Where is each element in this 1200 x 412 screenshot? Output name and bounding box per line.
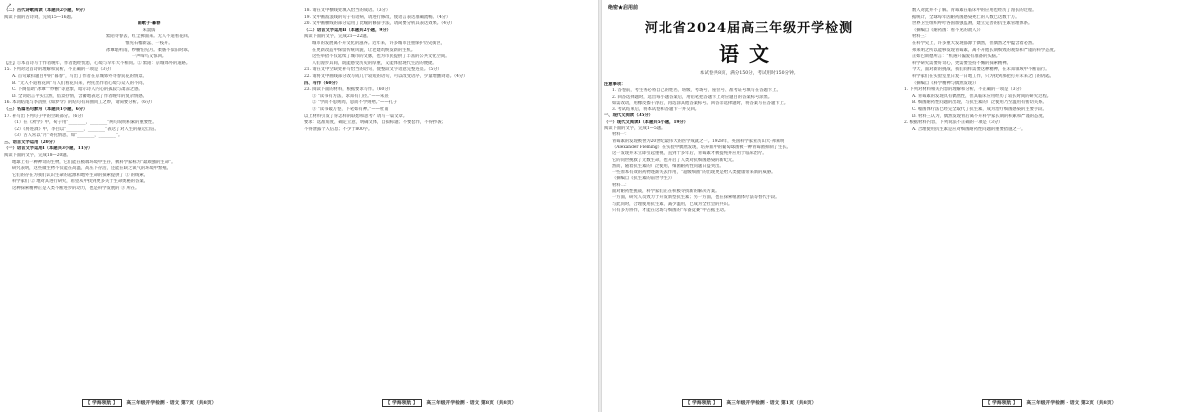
footer-page-info: 高三年级开学检测 · 语文 第2页（共8页） <box>1026 400 1117 406</box>
right-column-a <box>604 0 894 412</box>
text-line: 与此同时，合理使用抗生素、减少滥用，已成为全社会的共识。 <box>612 201 733 207</box>
footer-page-7 <box>4 399 294 406</box>
text-line: 这些举措不仅延续了城市的文脉，也为市民提供了丰富的公共文化空间。 <box>312 54 450 60</box>
text-line: 地球上有一种神奇的生物，它们能在极端环境中生存，被科学家称为“最顽强的生命”。 <box>12 159 176 165</box>
text-line: 在科学史上，许多重大发现都源于偶然，但偶然之中蕴含着必然。 <box>912 40 1037 46</box>
left-column-b <box>304 0 594 412</box>
text-line: 材料三： <box>912 34 930 40</box>
text-line: 科学家们在实验室里日复一日地工作，只为找到那把打开未来之门的钥匙。 <box>912 73 1054 79</box>
footer-page-info: 高三年级开学检测 · 语文 第7页（共8页） <box>126 400 217 406</box>
text-line: ② “学而不思则罔，思而不学则殆。”——孔子 <box>312 100 398 106</box>
text-line: A. 首句紧扣题目中的“暮春”，写出了作者在京城郊外寻春赏花的情景。 <box>12 73 147 79</box>
text-line: 如需改动，用橡皮擦干净后，再选涂其他答案标号。回答非选择题时，将答案写在答题卡上。 <box>612 100 789 106</box>
text-line: 它们的存在为我们认识生命的起源和地外生命的探索提供了 ① 的线索。 <box>12 172 148 178</box>
text-line: ③ “读书破万卷，下笔如有神。”——杜甫 <box>312 106 389 112</box>
text-line: 这种探索精神正是人类不断进步的动力，也是科学发展的 ③ 所在。 <box>12 186 140 192</box>
text-line: 阅读下面的文字，完成1—5题。 <box>604 126 666 132</box>
text-line: 18. 请在文中横线处填入恰当的成语。（3分） <box>304 8 391 13</box>
footer-page-info: 高三年级开学检测 · 语文 第8页（共8页） <box>426 400 517 406</box>
text-line: 惟见石榴新蕊、一枝开。 <box>125 40 173 46</box>
text-line: 世界卫生组织呼吁各国加强监测，建立完善的抗生素管理体系。 <box>912 21 1033 27</box>
text-line: 阅读下面的文字，完成21—22题。 <box>304 34 371 40</box>
text-line: （2）《将进酒》中，李白以“________，________”表达了对人生的豪迈自信。 <box>12 126 159 132</box>
text-line: 在更新改造中保留传统风貌，让老建筑焕发新的生机。 <box>312 47 416 53</box>
text-line: 今天，面对新的挑战，我们同样需要这种精神，在未知领域中不断前行。 <box>912 67 1050 73</box>
right-column-b-text <box>904 8 1194 133</box>
exam-note: 本试卷共8页，满分150分，考试用时150分钟。 <box>699 71 799 76</box>
corner-mark: ↗ <box>6 2 12 10</box>
footer-page-info: 高三年级开学检测 · 语文 第1页（共8页） <box>726 400 817 406</box>
footer-page-8 <box>304 399 594 406</box>
text-line: 1. 答卷前，考生务必将自己的姓名、班级、考场号、座位号、准考证号填写在答题卡上。 <box>612 88 781 94</box>
text-line: 2. 根据材料内容，下列说法不正确的一项是（3分） <box>904 120 1003 126</box>
exam-title: 河北省2024届高三年级开学检测 <box>644 21 854 36</box>
text-line: 不得泄露个人信息；不少于800字。 <box>304 126 373 132</box>
text-line: （摘编自《抗生素的前世今生》） <box>612 176 675 182</box>
text-line: 这一发现并未立即引起重视，直到十多年后，青霉素才被提纯并应用于临床治疗。 <box>612 151 767 157</box>
text-line: 城市的发展离不开文化的滋养。近年来，许多城市注重保护历史街区， <box>312 40 446 46</box>
text-line: 要求：选准角度，确定立意，明确文体，自拟标题；不要套作，不得抄袭； <box>304 120 446 126</box>
text-line: 一些原本有效的药物逐渐失去作用，“超级细菌”的出现更是给人类健康带来新的威胁。 <box>612 170 776 176</box>
confidential-label: 绝密★启用前 <box>608 5 639 11</box>
text-line: 研究表明，这些微生物不仅能在高温、高压下存活，还能在缺乏氧气的环境中繁殖。 <box>12 166 171 172</box>
text-line: 阅读下面的文字，完成18—20题。 <box>4 153 71 159</box>
text-line: B. 细菌耐药性问题的出现，与抗生素的广泛使用乃至滥用有密切关系。 <box>912 100 1047 106</box>
text-line: B. “无人不道看花回”写人们看花归来，衬托出作者心境与众人的不同。 <box>12 80 147 86</box>
footer-page-1 <box>604 399 894 406</box>
text-line: 一方面，研究人员致力于开发新型抗生素；另一方面，也在探索噬菌体疗法等替代手段。 <box>612 195 780 201</box>
text-line: 材料二： <box>612 182 630 188</box>
text-line: 一声啼鸟又惊回。 <box>131 54 167 60</box>
text-line: 它的问世挽救了无数生命，也开启了人类对抗细菌感染的新纪元。 <box>612 157 737 163</box>
footer-brand: 【 学海领航 】 <box>82 399 122 407</box>
left-column-a-text <box>4 8 294 193</box>
text-line: A. 合理使用抗生素是应对细菌耐药性问题的重要措施之一。 <box>912 126 1026 132</box>
text-line: （一）现代文阅读Ⅰ（本题共5小题，19分） <box>604 119 689 125</box>
text-line: A. 青霉素的发现具有偶然性，但其临床应用经历了较长时间的研究过程。 <box>912 93 1052 99</box>
text-line: （二）语言文字运用Ⅱ（本题共2小题，9分） <box>304 27 391 33</box>
text-line: 一、现代文阅读（35分） <box>604 113 653 119</box>
text-line: 16. 本词结尾与李清照《如梦令》的结句有异曲同工之妙，请简要分析。（6分） <box>4 100 155 106</box>
left-column-a <box>4 0 294 412</box>
text-line: D. 全词语言平实自然，借景抒情，含蓄地表达了作者晚年的复杂情感。 <box>12 93 147 99</box>
text-line: 20. 文中画横线的部分运用了比喻的修辞手法，请简要分析其表达效果。（4分） <box>304 21 455 27</box>
text-line: 3. 考试结束后，将本试卷和答题卡一并交回。 <box>612 107 700 113</box>
text-line: 科学家们 ② 地对其进行研究，希望从中找到更多关于生命奥秘的答案。 <box>12 179 148 185</box>
text-line: 然而，随着抗生素的广泛使用，细菌耐药性问题日益突出。 <box>612 163 724 169</box>
text-line: 23. 阅读下面的材料，根据要求写作。（60分） <box>304 87 393 93</box>
text-line: 三、语言文字运用（20分） <box>4 139 58 145</box>
text-line: （一）语言文字运用Ⅰ（本题共3小题，11分） <box>4 146 93 152</box>
text-line: 材料一： <box>612 132 630 138</box>
text-line: 朱敦儒 <box>142 27 156 33</box>
text-line: C. 下阕借助“冰簟”“纱橱”等意象，暗示诗人内心的孤寂与凄凉之感。 <box>12 87 143 93</box>
text-line: 注意事项： <box>604 82 626 87</box>
footer-page-2 <box>904 399 1194 406</box>
text-line: 阅读下面的古诗词，完成15—16题。 <box>4 14 76 20</box>
text-line: 1. 下列对材料相关内容的理解和分析，不正确的一项是（3分） <box>904 87 1024 93</box>
text-line: 22. 请将文中画线部分改写成几个较短的语句，可以改变语序，少量增删词语。（4分） <box>304 73 468 79</box>
text-line: D. 材料三认为，偶然发现背后离不开科学家长期的积累和严谨的态度。 <box>912 113 1047 119</box>
text-line: （摘编自《科学精神与偶然发现》） <box>912 80 979 86</box>
text-line: （二）古代诗歌阅读（本题共2小题，9分） <box>4 8 88 13</box>
text-line: （摘编自《耐药菌：看不见的敌人》） <box>912 27 983 33</box>
text-line: 科学研究需要好奇心，更需要坚持不懈的探索精神。 <box>912 60 1011 66</box>
text-line: 南歌子·暮春 <box>137 21 161 27</box>
text-line: 青霉素的发现被誉为20世纪最伟大的医学成就之一。1928年，英国科学家亚历山大·弗莱明 <box>612 138 785 144</box>
text-line: 17. 补写出下列句子中的空缺部分。（6分） <box>4 113 86 119</box>
text-line: 2. 回答选择题时，选出每小题答案后，用铅笔把答题卡上对应题目的答案标号涂黑。 <box>612 94 773 100</box>
text-line: 弗莱明之所以能够发现青霉素，离不开他长期细致的观察和严谨的科学态度。 <box>912 47 1059 53</box>
text-line: 面对耐药性挑战，科学家们正在积极寻找新的解决方案。 <box>612 189 720 195</box>
text-line: （1）在《劝学》中，荀子用“________，________”两句说明积累的重要性。 <box>12 120 157 126</box>
text-line: 紫陌寻春去，红尘拂面来。无人不道看花回。 <box>106 34 192 40</box>
footer-brand: 【 学海领航 】 <box>982 399 1022 407</box>
subject-title: 语文 <box>719 42 779 66</box>
right-column-a-text <box>604 82 894 214</box>
text-line: （Alexander Fleming）在实验中偶然发现，培养皿中的葡萄球菌被一种青霉菌抑制了生长。 <box>612 144 791 150</box>
right-spread <box>600 0 1200 412</box>
text-line: 数人对此并不了解。青霉素在临床中的应用也经历了漫长的过程。 <box>912 8 1037 13</box>
right-column-b <box>904 0 1194 412</box>
text-line: 四、写作（60分） <box>304 80 341 86</box>
text-line: 冰簟堪听雨，纱橱怕见月。柔肠不似旧时乖。 <box>106 47 192 53</box>
text-line: 正如巴斯德所言：“机遇只偏爱有准备的头脑。” <box>912 54 1001 60</box>
left-column-b-text <box>304 8 594 133</box>
text-line: （三）名篇名句默写（本题共1小题，6分） <box>4 106 88 112</box>
text-line: C. 噬菌体疗法已经完全取代了抗生素，成为治疗细菌感染的主要手段。 <box>912 106 1047 112</box>
text-line: 据统计，全球每年因耐药菌感染死亡的人数已达数十万。 <box>912 14 1020 20</box>
text-line: 19. 文中画波浪线的句子有语病，请进行修改，使语言表达准确流畅。（4分） <box>304 14 451 20</box>
text-line: 21. 请在文中空缺处补写恰当的语句，使整段文字语意完整连贯。（5分） <box>304 67 442 73</box>
text-line: 只有多方协作，才能在这场与细菌的“军备竞赛”中占据主动。 <box>612 207 729 213</box>
text-line: 人们漫步其间，既能感受历史的厚重，又能体验现代生活的便捷。 <box>312 60 437 66</box>
footer-brand: 【 学海领航 】 <box>682 399 722 407</box>
text-line: （3）古人常以“月”寄托情思，如“________，________”。 <box>12 133 123 139</box>
text-line: 以上材料引发了你怎样的联想和思考？请写一篇文章。 <box>304 113 408 119</box>
text-line: 【注】①本首诗写于作者晚年，作者饱经忧患，心境与早年大不相同。② 紫陌：京城郊外的道路。 <box>4 60 191 66</box>
footer-brand: 【 学海领航 】 <box>382 399 422 407</box>
text-line: 15. 下列对这首诗的理解和赏析，不正确的一项是（3分） <box>4 67 114 73</box>
text-line: ① “读书有方法，求知有门径。”——朱熹 <box>312 93 389 99</box>
